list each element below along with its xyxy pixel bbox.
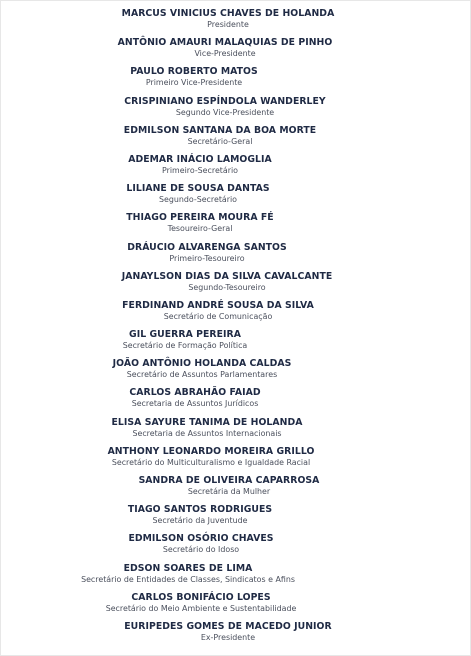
member-name: GIL GUERRA PEREIRA [129, 329, 241, 341]
member-name: CARLOS BONIFÁCIO LOPES [131, 591, 271, 603]
member-entry [0, 125, 456, 154]
member-role: Secretário-Geral [187, 136, 253, 146]
member-name: SANDRA DE OLIVEIRA CAPARROSA [138, 475, 320, 486]
member-entry [0, 66, 430, 95]
member-name: FERDINAND ANDRÉ SOUSA DA SILVA [122, 299, 314, 311]
member-role: Primeiro-Secretário [161, 165, 238, 175]
member-name: LILIANE DE SOUSA DANTAS [126, 183, 270, 195]
member-name: TIAGO SANTOS RODRIGUES [127, 504, 273, 516]
member-role: Secretário do Meio Ambiente e Sustentabilidade [105, 603, 297, 613]
member-role: Secretário de Comunicação [163, 311, 273, 321]
board-member-list [0, 8, 471, 650]
member-name: MARCUS VINICIUS CHAVES DE HOLANDA [121, 8, 335, 19]
member-name: PAULO ROBERTO MATOS [130, 66, 258, 78]
member-role: Vice-Presidente [194, 49, 256, 59]
member-role: Secretário do Multiculturalismo e Igualdade Racial [111, 457, 311, 467]
member-role: Tesoureiro-Geral [167, 224, 233, 234]
member-name: EDMILSON OSÓRIO CHAVES [128, 533, 274, 545]
member-role: Secretária da Mulher [187, 487, 271, 496]
member-role: Secretário do Idoso [162, 545, 240, 555]
member-name: EURIPEDES GOMES DE MACEDO JUNIOR [124, 620, 332, 632]
member-role: Secretaria de Assuntos Jurídicos [131, 399, 259, 409]
member-entry [0, 96, 461, 125]
member-entry [0, 300, 454, 329]
member-entry [0, 417, 443, 446]
member-role: Primeiro-Tesoureiro [169, 253, 245, 263]
member-name: THIAGO PEREIRA MOURA FÉ [126, 212, 274, 224]
member-name: ELISA SAYURE TANIMA DE HOLANDA [111, 416, 303, 428]
member-entry [0, 37, 461, 66]
member-role: Segundo Vice-Presidente [175, 107, 275, 117]
member-entry [0, 387, 431, 416]
member-entry [0, 358, 438, 387]
member-entry [0, 183, 434, 212]
member-name: DRÁUCIO ALVARENGA SANTOS [127, 241, 287, 253]
member-role: Secretário de Entidades de Classes, Sindicatos e Afins [81, 574, 295, 584]
member-name: JOÃO ANTÔNIO HOLANDA CALDAS [112, 358, 292, 370]
member-entry [0, 592, 437, 621]
member-entry [0, 242, 443, 271]
member-entry [0, 504, 436, 533]
member-entry [0, 8, 464, 37]
member-role: Segundo-Tesoureiro [188, 282, 266, 292]
member-role: Ex-Presidente [200, 632, 256, 642]
member-role: Secretário de Assuntos Parlamentares [126, 370, 278, 380]
member-entry [0, 329, 421, 358]
member-entry [0, 563, 424, 592]
member-name: EDMILSON SANTANA DA BOA MORTE [123, 124, 317, 136]
member-role: Secretário de Formação Política [122, 341, 248, 351]
member-entry [0, 621, 464, 650]
member-role: Secretário da Juventude [152, 516, 248, 526]
member-name: CRISPINIANO ESPÍNDOLA WANDERLEY [124, 95, 326, 107]
member-entry [0, 446, 447, 475]
member-entry [0, 212, 436, 241]
member-name: ANTÔNIO AMAURI MALAQUIAS DE PINHO [117, 37, 333, 49]
member-role: Primeiro Vice-Presidente [145, 78, 243, 88]
member-entry [0, 533, 437, 562]
member-role: Secretaria de Assuntos Internacionais [132, 428, 282, 438]
member-name: CARLOS ABRAHÃO FAIAD [129, 387, 261, 399]
member-entry [0, 271, 463, 300]
member-role: Segundo-Secretário [158, 195, 238, 205]
member-name: JANAYLSON DIAS DA SILVA CAVALCANTE [121, 270, 333, 282]
member-name: ADEMAR INÁCIO LAMOGLIA [128, 153, 272, 165]
member-name: EDSON SOARES DE LIMA [123, 562, 253, 574]
member-entry [0, 154, 436, 183]
member-name: ANTHONY LEONARDO MOREIRA GRILLO [107, 445, 315, 457]
member-entry [0, 475, 465, 504]
member-role: Presidente [207, 20, 249, 29]
